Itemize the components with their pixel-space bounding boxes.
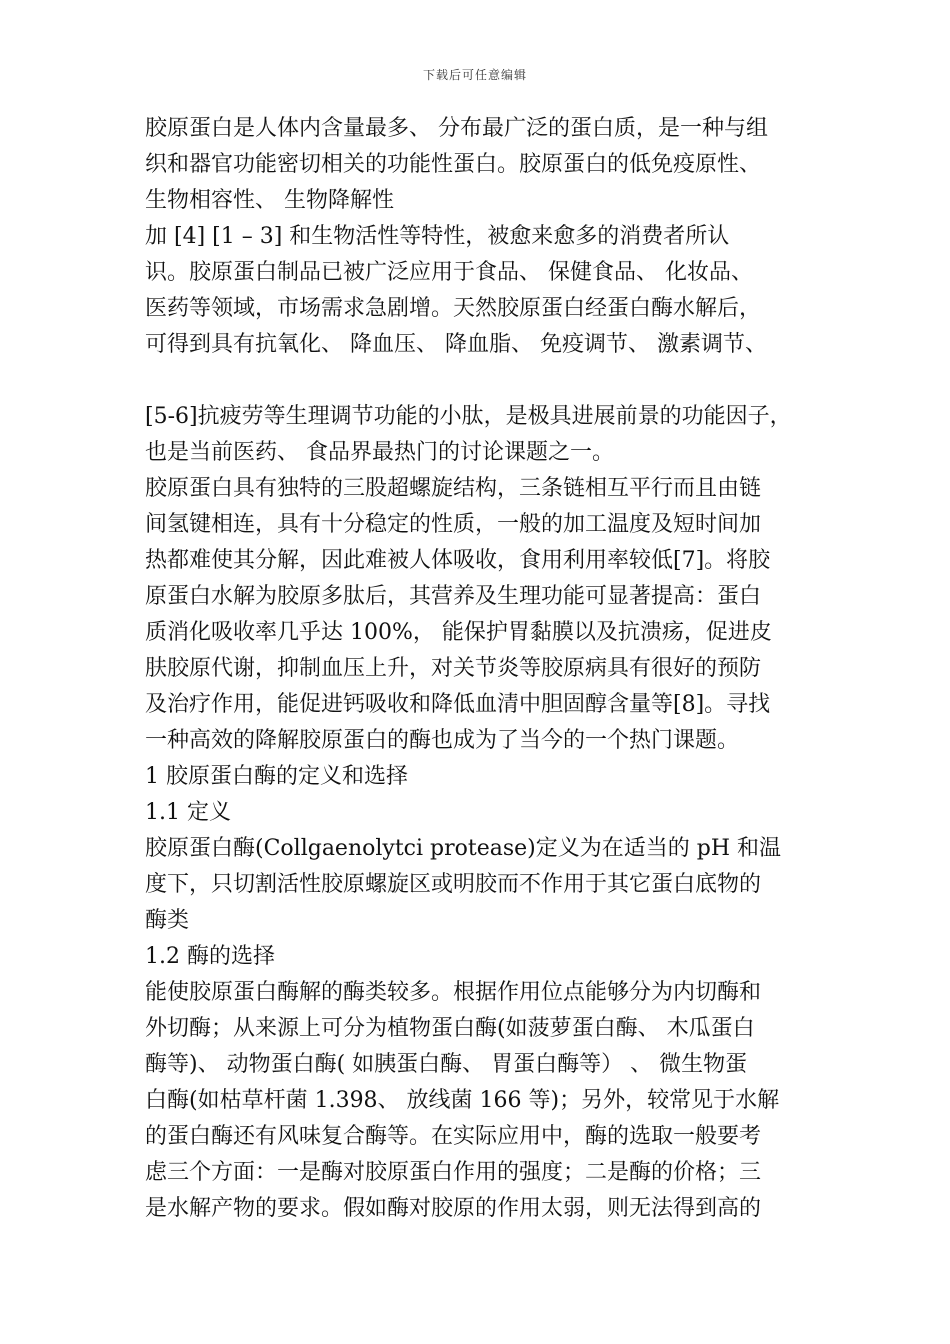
text-line: 及治疗作用，能促进钙吸收和降低血清中胆固醇含量等[8]。寻找 bbox=[145, 692, 771, 717]
text-line: 生物相容性、 生物降解性 bbox=[145, 188, 394, 213]
text-line: 能使胶原蛋白酶解的酶类较多。根据作用位点能够分为内切酶和 bbox=[145, 980, 762, 1005]
page-header-note: 下载后可任意编辑 bbox=[422, 68, 527, 82]
text-line: 可得到具有抗氧化、 降血压、 降血脂、 免疫调节、 激素调节、 bbox=[145, 332, 767, 357]
text-line: 酶等)、 动物蛋白酶( 如胰蛋白酶、 胃蛋白酶等） 、 微生物蛋 bbox=[145, 1052, 748, 1077]
text-line: 胶原蛋白具有独特的三股超螺旋结构，三条链相互平行而且由链 bbox=[145, 476, 762, 501]
text-line: 原蛋白水解为胶原多肽后，其营养及生理功能可显著提高：蛋白 bbox=[145, 584, 762, 609]
text-line: 的蛋白酶还有风味复合酶等。在实际应用中，酶的选取一般要考 bbox=[145, 1124, 762, 1149]
text-line: 医药等领域，市场需求急剧增。天然胶原蛋白经蛋白酶水解后， bbox=[145, 296, 762, 321]
text-line: 也是当前医药、 食品界最热门的讨论课题之一。 bbox=[145, 440, 614, 465]
text-line: 胶原蛋白是人体内含量最多、 分布最广泛的蛋白质，是一种与组 bbox=[145, 116, 768, 141]
text-line: 质消化吸收率几乎达 100%， 能保护胃黏膜以及抗溃疡，促进皮 bbox=[145, 620, 772, 645]
text-line: 加 [4] [1 – 3] 和生物活性等特性，被愈来愈多的消费者所认 bbox=[145, 224, 730, 249]
subsection-heading: 1.1 定义 bbox=[145, 800, 231, 825]
text-line: 是水解产物的要求。假如酶对胶原的作用太弱，则无法得到高的 bbox=[145, 1196, 762, 1221]
text-line: 识。胶原蛋白制品已被广泛应用于食品、 保健食品、 化妆品、 bbox=[145, 260, 753, 285]
text-line: 胶原蛋白酶(Collgaenolytci protease)定义为在适当的 pH 和温 bbox=[145, 836, 781, 861]
text-line: 白酶(如枯草杆菌 1.398、 放线菌 166 等)；另外，较常见于水解 bbox=[145, 1088, 780, 1113]
section-heading: 1 胶原蛋白酶的定义和选择 bbox=[145, 764, 408, 789]
text-line: 外切酶；从来源上可分为植物蛋白酶(如菠萝蛋白酶、 木瓜蛋白 bbox=[145, 1016, 755, 1041]
text-line: [5-6]抗疲劳等生理调节功能的小肽，是极具进展前景的功能因子， bbox=[145, 404, 792, 429]
text-line: 肤胶原代谢，抑制血压上升，对关节炎等胶原病具有很好的预防 bbox=[145, 656, 762, 681]
text-line: 织和器官功能密切相关的功能性蛋白。胶原蛋白的低免疫原性、 bbox=[145, 152, 762, 177]
text-line: 热都难使其分解，因此难被人体吸收，食用利用率较低[7]。将胶 bbox=[145, 548, 771, 573]
subsection-heading: 1.2 酶的选择 bbox=[145, 944, 275, 969]
text-line: 酶类 bbox=[145, 908, 190, 933]
text-line: 虑三个方面：一是酶对胶原蛋白作用的强度；二是酶的价格；三 bbox=[145, 1160, 762, 1185]
text-line: 间氢键相连，具有十分稳定的性质，一般的加工温度及短时间加 bbox=[145, 512, 762, 537]
text-line: 度下，只切割活性胶原螺旋区或明胶而不作用于其它蛋白底物的 bbox=[145, 872, 762, 897]
text-line: 一种高效的降解胶原蛋白的酶也成为了当今的一个热门课题。 bbox=[145, 728, 740, 753]
